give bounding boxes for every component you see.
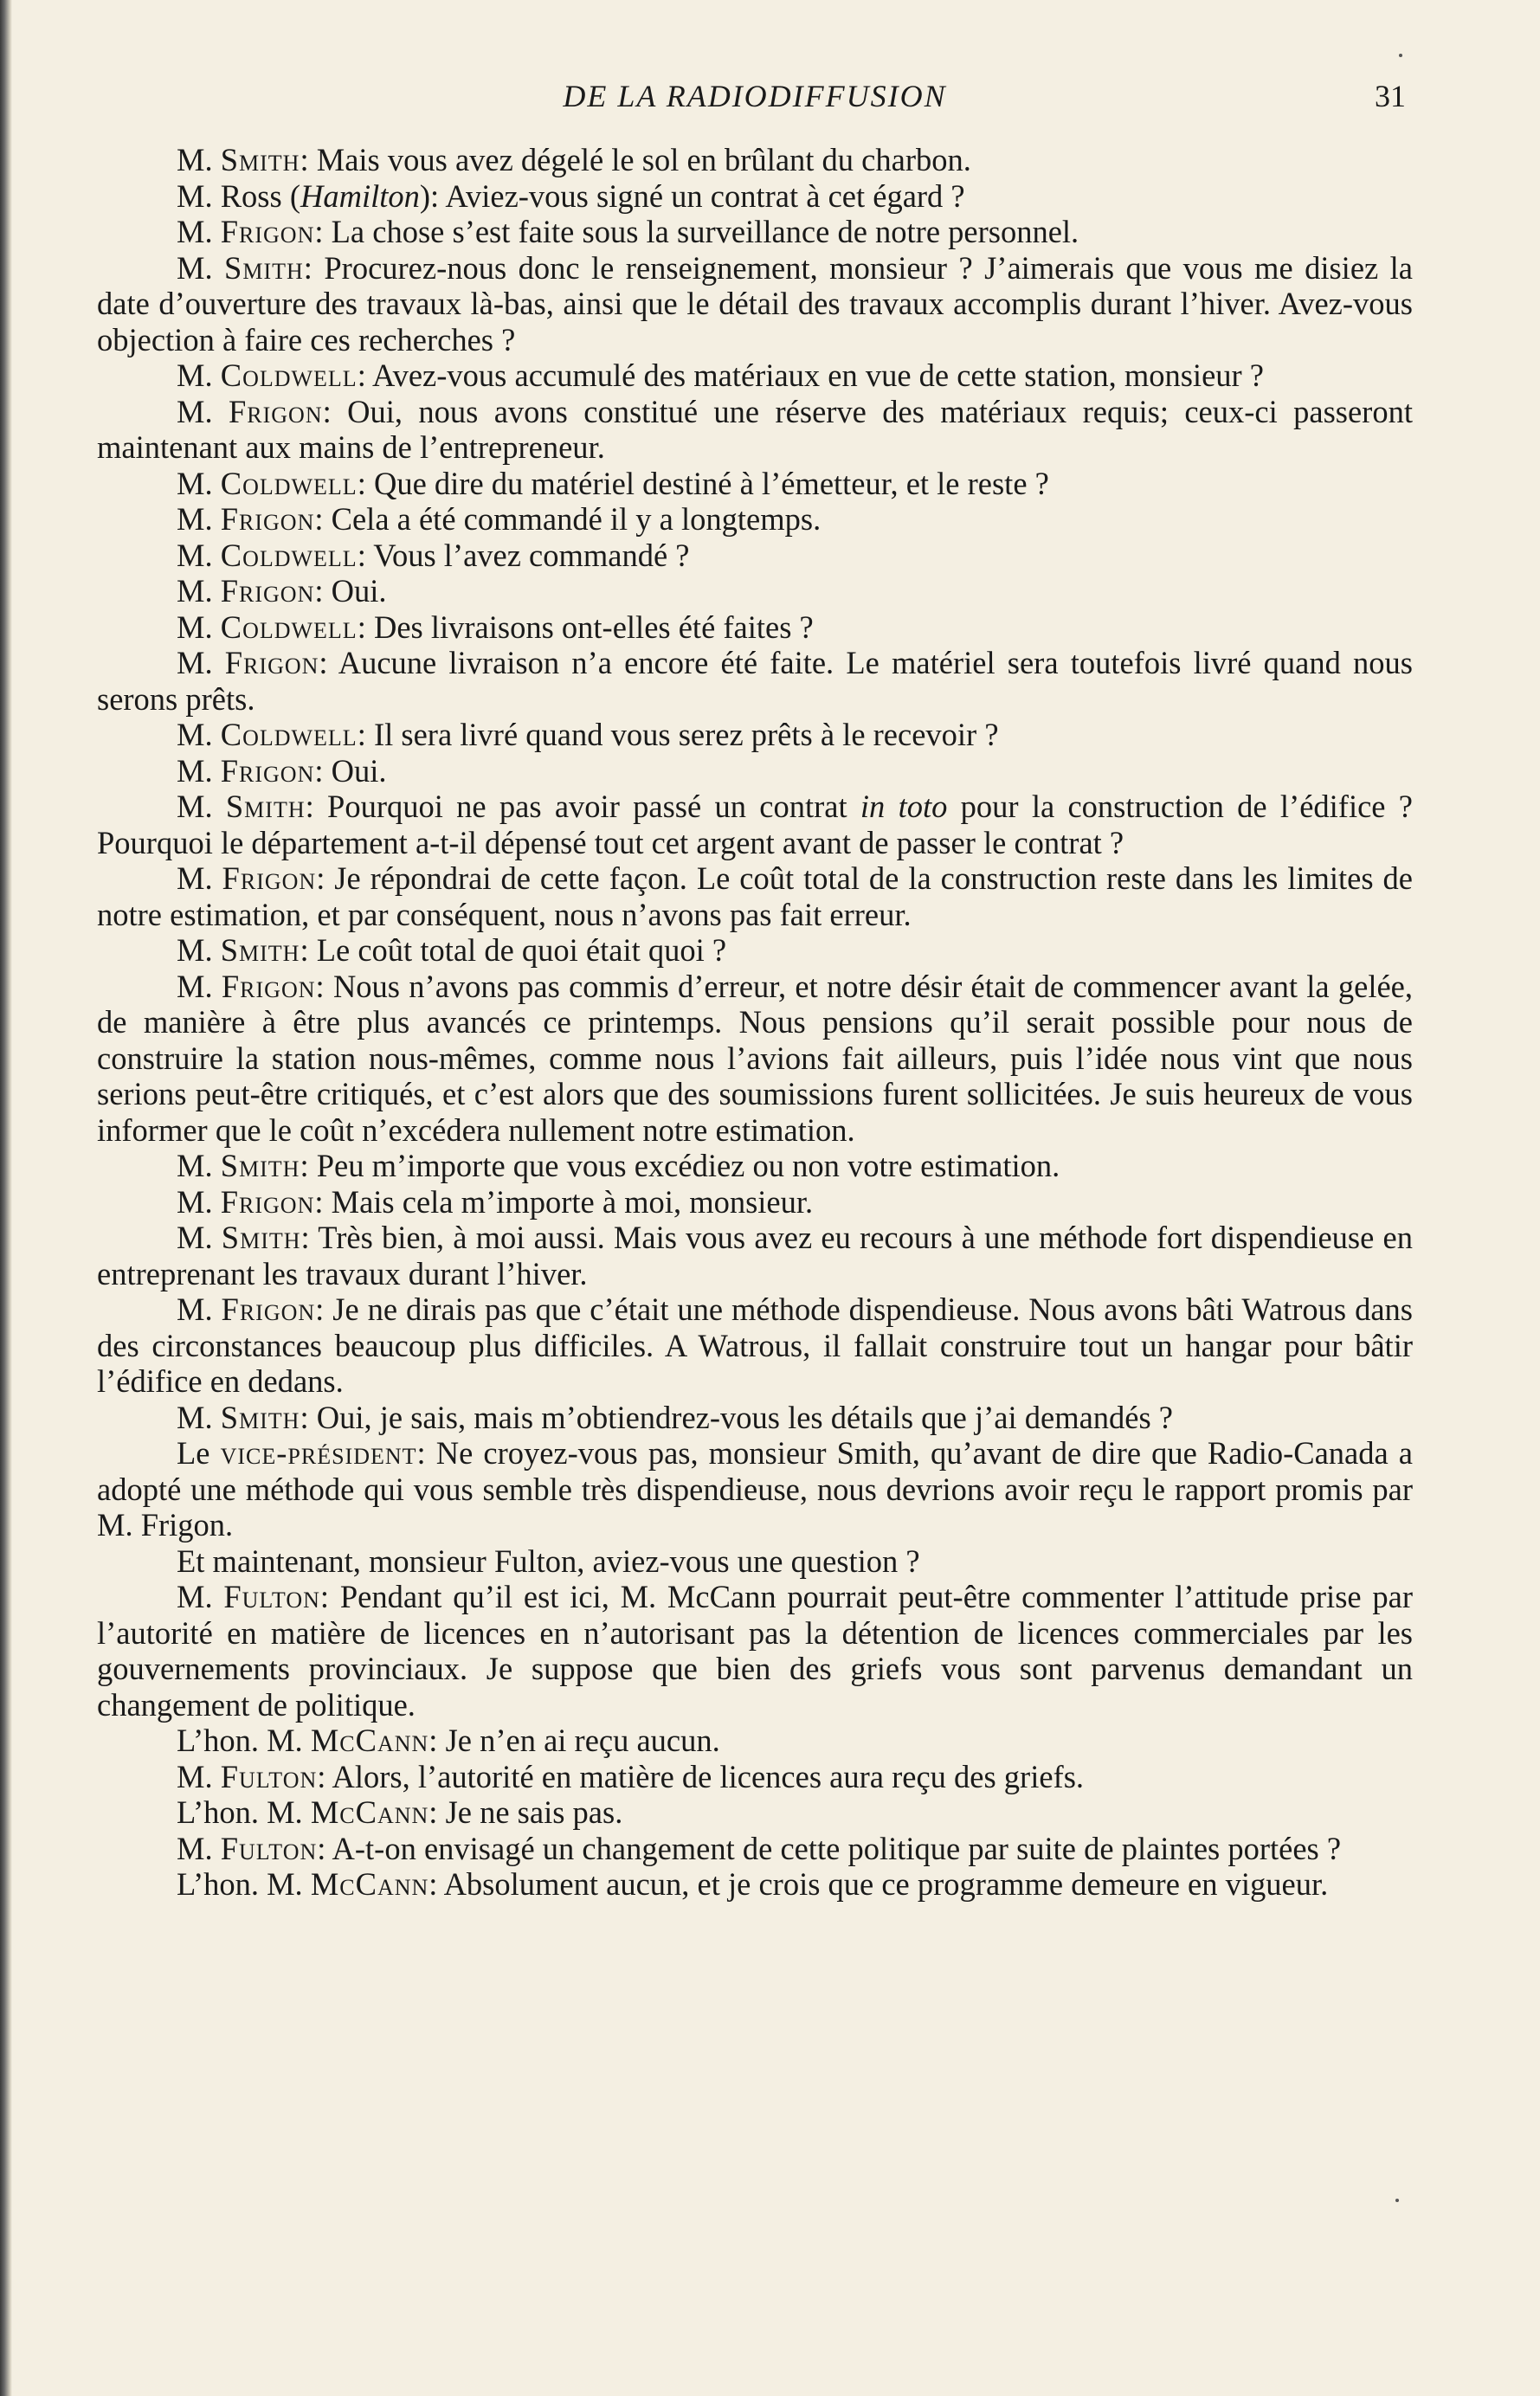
- speaker-name: Frigon: [220, 752, 315, 789]
- transcript-paragraph: [97, 1148, 1413, 1184]
- speaker-colon: :: [315, 1291, 333, 1327]
- transcript-paragraph: [97, 142, 1413, 178]
- speaker-name: Coldwell: [220, 537, 358, 573]
- speech-text: Peu m’importe que vous excédiez ou non votre estimation.: [316, 1148, 1060, 1183]
- speaker-colon: :: [314, 1183, 332, 1220]
- speaker-colon: :: [357, 717, 374, 752]
- speaker-colon: :: [357, 609, 374, 645]
- speaker-prefix: M.: [177, 1399, 221, 1435]
- speech-text: Mais vous avez dégelé le sol en brûlant du charbon.: [316, 142, 971, 177]
- speech-text: A-t-on envisagé un changement de cette politique par suite de plaintes portées ?: [332, 1830, 1342, 1866]
- speaker-colon: :: [357, 357, 372, 393]
- speaker-name: Coldwell: [220, 717, 358, 752]
- speaker-prefix: M.: [177, 249, 225, 286]
- speaker-colon: :: [428, 1866, 444, 1902]
- speech-text: Pendant qu’il est ici, M. McCann pourrait peut-être commenter l’attitude prise par l’autorité en matière de licences en n’autorisant pas la détention de licences commerciales par les gouvernements provinciaux. Je suppose que bien des griefs vous sont parvenus demandant un changement de politique.: [97, 1579, 1413, 1723]
- speaker-prefix: L’hon. M.: [177, 1723, 311, 1758]
- transcript-paragraph: [97, 466, 1413, 502]
- speaker-name: Coldwell: [220, 609, 358, 645]
- transcript-paragraph: [97, 250, 1413, 358]
- transcript-paragraph: [97, 538, 1413, 574]
- speech-text: Il sera livré quand vous serez prêts à le recevoir ?: [373, 717, 999, 752]
- running-header: [97, 78, 1413, 130]
- speaker-name: Frigon: [221, 1291, 316, 1327]
- speaker-name: Smith: [220, 1148, 300, 1183]
- speech-text: Oui.: [331, 752, 387, 789]
- speaker-name: Frigon: [222, 860, 317, 896]
- speaker-prefix: M.: [177, 1758, 221, 1794]
- speaker-colon: :: [300, 142, 317, 177]
- speaker-name: McCann: [310, 1723, 429, 1758]
- transcript-paragraph: [97, 969, 1413, 1149]
- transcript-paragraph: [97, 178, 1413, 215]
- speaker-prefix: M.: [177, 1830, 221, 1866]
- speech-text: La chose s’est faite sous la surveillance de notre personnel.: [331, 214, 1079, 249]
- transcript-paragraph: [97, 932, 1413, 969]
- speaker-colon: :: [315, 968, 333, 1004]
- speaker-colon: :: [428, 1723, 446, 1758]
- speaker-name: Frigon: [228, 393, 323, 429]
- page-binding-edge: [0, 0, 12, 2396]
- transcript-paragraph: [97, 394, 1413, 466]
- transcript-paragraph: [97, 645, 1413, 717]
- speech-text: Pourquoi ne pas avoir passé un contrat: [327, 789, 860, 824]
- speaker-colon: :: [428, 1794, 446, 1830]
- transcript-paragraph: [97, 753, 1413, 789]
- speaker-colon: :: [316, 860, 335, 896]
- speaker-prefix: M.: [177, 752, 221, 789]
- speaker-prefix: M.: [177, 1291, 222, 1327]
- speech-text: Avez-vous accumulé des matériaux en vue de cette station, monsieur ?: [371, 357, 1265, 393]
- transcript-paragraph: [97, 1579, 1413, 1723]
- speaker-riding: Hamilton: [300, 177, 420, 214]
- speech-text: pour la construction de l’édifice ? Pourquoi le département a-t-il dépensé tout cet argent avant de passer le contrat ?: [97, 789, 1413, 860]
- speaker-name: Smith: [220, 142, 300, 177]
- printing-speck: [1399, 54, 1402, 57]
- speaker-name: Fulton: [220, 1830, 318, 1866]
- speaker-prefix: M.: [177, 932, 221, 968]
- transcript-paragraph: [97, 1400, 1413, 1436]
- speaker-colon: :: [319, 645, 338, 680]
- speech-text: Je répondrai de cette façon. Le coût total de la construction reste dans les limites de notre estimation, et par conséquent, nous n’avons pas fait erreur.: [97, 860, 1413, 932]
- speech-text: Alors, l’autorité en matière de licences aura reçu des griefs.: [332, 1758, 1085, 1794]
- transcript-paragraph: [97, 1759, 1413, 1795]
- transcript-paragraph: [97, 1543, 1413, 1580]
- speech-text: Je n’en ai reçu aucun.: [445, 1723, 720, 1758]
- transcript-paragraph: [97, 1220, 1413, 1291]
- speaker-name: Frigon: [220, 573, 315, 609]
- speaker-prefix: M.: [177, 214, 221, 249]
- speaker-name: McCann: [310, 1794, 429, 1830]
- transcript-paragraph: [97, 1184, 1413, 1221]
- transcript-paragraph: [97, 1723, 1413, 1759]
- speaker-colon: :: [314, 573, 332, 609]
- speaker-colon: :: [300, 1148, 317, 1183]
- speaker-colon: :: [305, 789, 328, 824]
- running-title: DE LA RADIODIFFUSION: [563, 79, 947, 113]
- speaker-prefix: L’hon. M.: [177, 1794, 311, 1830]
- transcript-paragraph: [97, 1866, 1413, 1903]
- speaker-name: Coldwell: [220, 465, 358, 501]
- speaker-prefix: Le: [177, 1435, 221, 1471]
- speech-text: Cela a été commandé il y a longtemps.: [331, 501, 822, 537]
- speaker-name: Smith: [220, 932, 300, 968]
- speaker-suffix: ):: [419, 177, 446, 214]
- transcript-paragraph: [97, 717, 1413, 753]
- transcript-paragraph: [97, 501, 1413, 538]
- speaker-prefix: L’hon. M.: [177, 1866, 311, 1902]
- speaker-colon: :: [357, 465, 374, 501]
- speech-text: Le coût total de quoi était quoi ?: [316, 932, 727, 968]
- speech-text: Oui.: [331, 573, 387, 609]
- speaker-prefix: M.: [177, 717, 221, 752]
- speaker-prefix: M.: [177, 1579, 224, 1614]
- speaker-prefix: M.: [177, 609, 221, 645]
- speaker-colon: :: [314, 501, 332, 537]
- speaker-colon: :: [314, 214, 332, 249]
- speaker-colon: :: [303, 249, 325, 286]
- transcript-paragraph: [97, 573, 1413, 609]
- transcript-body: [97, 142, 1413, 1903]
- speaker-colon: :: [357, 537, 374, 573]
- speaker-colon: :: [322, 393, 348, 429]
- speech-text: Des livraisons ont-elles été faites ?: [373, 609, 814, 645]
- speech-text: Et maintenant, monsieur Fulton, aviez-vous une question ?: [177, 1543, 920, 1579]
- transcript-paragraph: [97, 1435, 1413, 1543]
- speech-text: Aucune livraison n’a encore été faite. Le matériel sera toutefois livré quand nous serons prêts.: [97, 645, 1413, 717]
- speaker-name: Smith: [221, 1220, 301, 1255]
- transcript-paragraph: [97, 609, 1413, 646]
- speaker-name: Smith: [225, 789, 306, 824]
- speaker-prefix: M. Ross (: [177, 177, 300, 214]
- speaker-name: Smith: [220, 1399, 300, 1435]
- speech-text: Je ne sais pas.: [445, 1794, 623, 1830]
- speaker-prefix: M.: [177, 789, 226, 824]
- speech-text: Très bien, à moi aussi. Mais vous avez eu recours à une méthode fort dispendieuse en entreprenant les travaux durant l’hiver.: [97, 1220, 1413, 1291]
- speaker-name: Frigon: [220, 214, 315, 249]
- page-number: 31: [1375, 79, 1406, 113]
- speaker-name: Fulton: [220, 1758, 318, 1794]
- speech-text: Vous l’avez commandé ?: [373, 537, 690, 573]
- speaker-prefix: M.: [177, 1220, 222, 1255]
- speaker-prefix: M.: [177, 1183, 221, 1220]
- speaker-prefix: M.: [177, 393, 229, 429]
- speech-text: Procurez-nous donc le renseignement, monsieur ? J’aimerais que vous me disiez la date d’ouverture des travaux là-bas, ainsi que le détail des travaux accomplis durant l’hiver. Avez-vous objection à faire ces recherches ?: [97, 249, 1413, 357]
- speech-text: Oui, je sais, mais m’obtiendrez-vous les détails que j’ai demandés ?: [316, 1399, 1174, 1435]
- speaker-colon: :: [300, 1220, 319, 1255]
- speaker-colon: :: [416, 1435, 436, 1471]
- speaker-colon: :: [317, 1758, 332, 1794]
- transcript-paragraph: [97, 1794, 1413, 1831]
- speaker-prefix: M.: [177, 142, 221, 177]
- printing-speck: [1395, 2199, 1399, 2202]
- speaker-name: vice-président: [220, 1435, 417, 1471]
- speech-italic: in toto: [860, 789, 948, 824]
- speech-text: Mais cela m’importe à moi, monsieur.: [331, 1183, 814, 1220]
- speech-text: Que dire du matériel destiné à l’émetteur, et le reste ?: [373, 465, 1049, 501]
- speaker-name: Fulton: [223, 1579, 320, 1614]
- speaker-prefix: M.: [177, 645, 225, 680]
- speaker-name: Frigon: [221, 968, 316, 1004]
- transcript-paragraph: [97, 214, 1413, 250]
- speaker-prefix: M.: [177, 537, 221, 573]
- transcript-paragraph: [97, 1291, 1413, 1400]
- speaker-prefix: M.: [177, 501, 221, 537]
- speaker-colon: :: [300, 932, 317, 968]
- speaker-name: Smith: [224, 249, 304, 286]
- speaker-name: Frigon: [220, 1183, 315, 1220]
- speech-text: Oui, nous avons constitué une réserve des matériaux requis; ceux-ci passeront maintenant aux mains de l’entrepreneur.: [97, 393, 1413, 465]
- speaker-colon: :: [314, 752, 332, 789]
- speaker-prefix: M.: [177, 465, 221, 501]
- speaker-colon: :: [319, 1579, 340, 1614]
- speech-text: Absolument aucun, et je crois que ce programme demeure en vigueur.: [443, 1866, 1329, 1902]
- document-page: [97, 78, 1413, 1903]
- speaker-name: McCann: [310, 1866, 429, 1902]
- speaker-name: Coldwell: [220, 357, 358, 393]
- speaker-name: Frigon: [224, 645, 319, 680]
- speech-text: Je ne dirais pas que c’était une méthode dispendieuse. Nous avons bâti Watrous dans des circonstances beaucoup plus difficiles. A Watrous, il fallait construire tout un hangar pour bâtir l’édifice en dedans.: [97, 1291, 1413, 1399]
- speech-text: Aviez-vous signé un contrat à cet égard ?: [445, 177, 965, 214]
- speaker-prefix: M.: [177, 573, 221, 609]
- transcript-paragraph: [97, 789, 1413, 860]
- speaker-prefix: M.: [177, 357, 221, 393]
- speaker-name: Frigon: [220, 501, 315, 537]
- speaker-prefix: M.: [177, 860, 222, 896]
- speech-text: Nous n’avons pas commis d’erreur, et notre désir était de commencer avant la gelée, de manière à être plus avancés ce printemps. Nous pensions qu’il serait possible pour nous de construire la station nous-mêmes, comme nous l’avions fait ailleurs, puis l’idée nous vint que nous serions peut-être critiqués, et c’est alors que des soumissions furent sollicitées. Je suis heureux de vous informer que le coût n’excédera nullement notre estimation.: [97, 968, 1413, 1148]
- speaker-prefix: M.: [177, 1148, 221, 1183]
- speech-text: Ne croyez-vous pas, monsieur Smith, qu’avant de dire que Radio-Canada a adopté une méthode qui vous semble très dispendieuse, nous devrions avoir reçu le rapport promis par M. Frigon.: [97, 1435, 1413, 1543]
- speaker-prefix: M.: [177, 968, 222, 1004]
- transcript-paragraph: [97, 860, 1413, 932]
- speaker-colon: :: [317, 1830, 332, 1866]
- transcript-paragraph: [97, 1831, 1413, 1867]
- speaker-colon: :: [300, 1399, 317, 1435]
- transcript-paragraph: [97, 357, 1413, 394]
